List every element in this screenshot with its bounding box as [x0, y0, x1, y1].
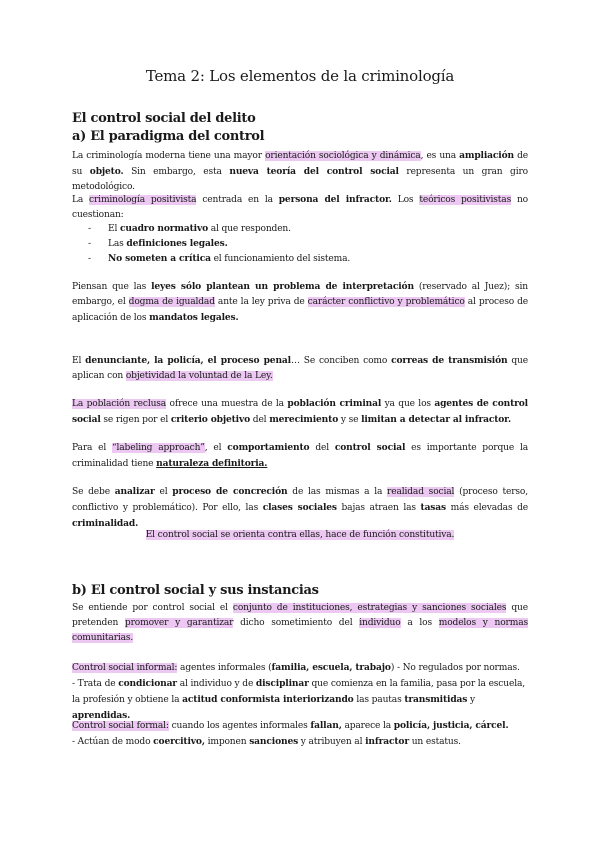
paragraph-4: El denunciante, la policía, el proceso penal… Se conciben como correas de transmisión que aplican con objetividad la voluntad de la Ley.	[72, 355, 528, 381]
paragraph-1: La criminología moderna tiene una mayor orientación sociológica y dinámica, es una ampliación de su objeto. Sin embargo, esta nueva teoría del control social representa un gran giro metodológico.	[72, 150, 528, 192]
paragraph-5: La población reclusa ofrece una muestra de la población criminal ya que los agentes de control social se rigen por el criterio objetivo del merecimiento y se limitan a detectar al infractor.	[72, 398, 528, 425]
paragraph-3: Piensan que las leyes sólo plantean un problema de interpretación (reservado al Juez); sin embargo, el dogma de igualdad ante la ley priva de carácter conflictivo y problemático al proceso de aplicación de los mandatos legales.	[72, 281, 529, 323]
paragraph-2: La criminología positivista centrada en la persona del infractor. Los teóricos positivistas no cuestionan:	[72, 194, 529, 220]
subheading-paradigma: a) El paradigma del control	[72, 129, 265, 144]
subheading-instancias: b) El control social y sus instancias	[72, 583, 319, 598]
list-item: - No someten a crítica el funcionamiento del sistema.	[88, 253, 351, 264]
paragraph-8: Se entiende por control social el conjunto de instituciones, estrategias y sanciones sociales que pretenden promover y garantizar dicho sometimiento del individuo a los modelos y normas comunitarias.	[72, 603, 529, 643]
list-item: - Las definiciones legales.	[88, 238, 228, 249]
centered-note: El control social se orienta contra ellas, hace de función constitutiva.	[145, 530, 455, 540]
paragraph-9: Control social informal: agentes informales (familia, escuela, trabajo) - No regulados por normas. - Trata de condicionar al individuo y de disciplinar que comienza en la familia, pasa por la escuela, la profesión y obtiene la actitud conformista interiorizando las pautas transmitidas y aprendidas.	[72, 662, 525, 721]
list-item: - El cuadro normativo al que responden.	[88, 223, 291, 234]
paragraph-7: Se debe analizar el proceso de concreción de las mismas a la realidad social (proceso terso, conflictivo y problemático). Por ello, las clases sociales bajas atraen las tasas más elevadas de criminalidad.	[72, 486, 528, 529]
paragraph-10: Control social formal: cuando los agentes informales fallan, aparece la policía, justicia, cárcel. - Actúan de modo coercitivo, imponen sanciones y atribuyen al infractor un estatus.	[72, 720, 509, 747]
paragraph-6: Para el “labeling approach”, el comportamiento del control social es importante porque la criminalidad tiene naturaleza definitoria.	[72, 442, 529, 469]
page-title: Tema 2: Los elementos de la criminología	[145, 67, 455, 85]
section-heading-control-social: El control social del delito	[72, 111, 256, 126]
